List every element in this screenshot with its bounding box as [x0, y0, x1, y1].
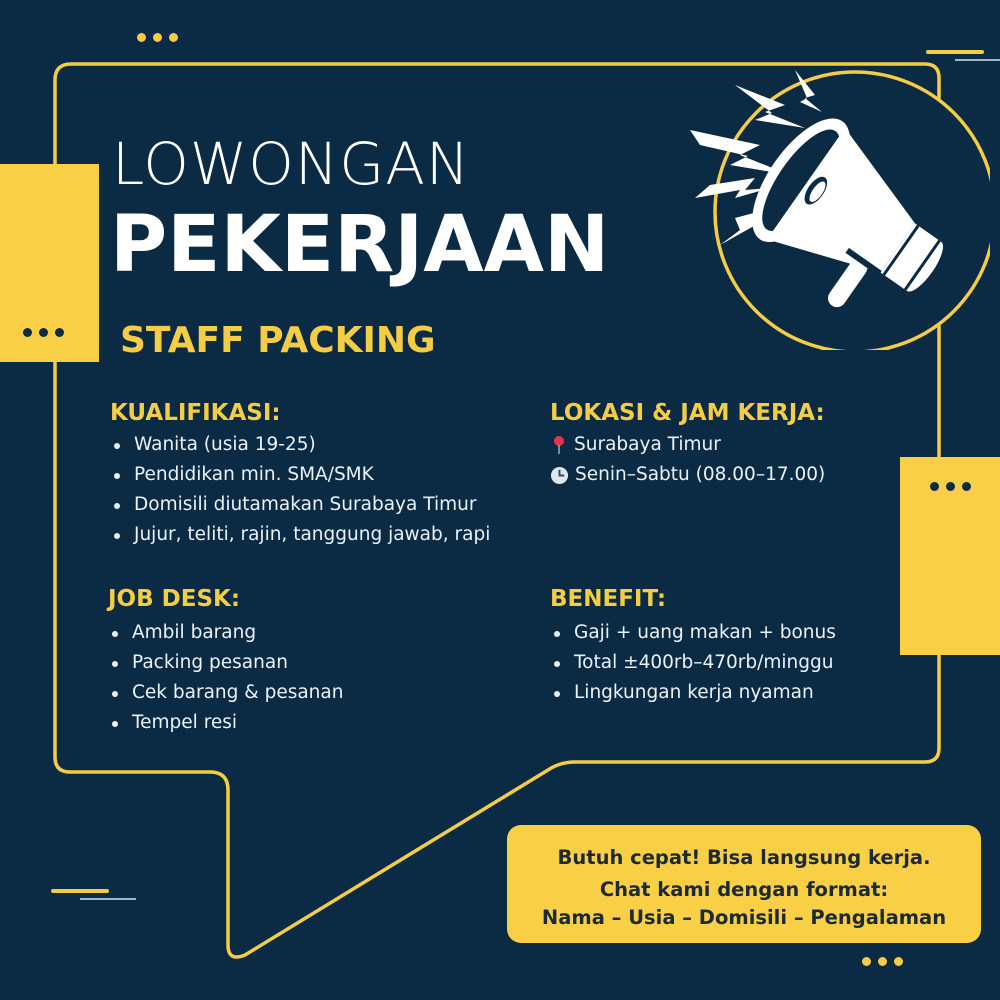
jobdesk-heading: JOB DESK: [108, 586, 241, 612]
location-place: Surabaya Timur [574, 434, 721, 455]
cta-box [507, 825, 981, 943]
list-item: Gaji + uang makan + bonus [550, 618, 836, 648]
qualifications-section [110, 400, 490, 550]
benefit-heading: BENEFIT: [550, 586, 667, 612]
location-hours-row [550, 460, 825, 490]
list-item: Tempel resi [108, 708, 343, 738]
cta-line-3: Nama – Usia – Domisili – Pengalaman [541, 906, 947, 929]
cta-line-1: Butuh cepat! Bisa langsung kerja. [557, 846, 931, 869]
location-hours: Senin–Sabtu (08.00–17.00) [575, 464, 826, 485]
location-heading: LOKASI & JAM KERJA: [550, 400, 825, 426]
jobdesk-section [108, 586, 343, 738]
cta-line-2: Chat kami dengan format: [599, 878, 889, 901]
position-title: STAFF PACKING [120, 320, 436, 361]
location-place-row [550, 430, 825, 460]
list-item: Domisili diutamakan Surabaya Timur [110, 490, 490, 520]
list-item: Jujur, teliti, rajin, tanggung jawab, rapi [110, 520, 490, 550]
dots-left-block [23, 328, 64, 337]
list-item: Ambil barang [108, 618, 343, 648]
megaphone-icon [660, 50, 990, 350]
list-item: Wanita (usia 19-25) [110, 430, 490, 460]
clock-icon [550, 466, 569, 485]
location-section [550, 400, 825, 490]
list-item: Packing pesanan [108, 648, 343, 678]
list-item: Total ±400rb–470rb/minggu [550, 648, 836, 678]
benefit-section [550, 586, 836, 708]
dots-top-left [137, 33, 178, 42]
list-item: Lingkungan kerja nyaman [550, 678, 836, 708]
dots-right-block [930, 482, 971, 491]
qualifications-heading: KUALIFIKASI: [110, 400, 281, 426]
list-item: Cek barang & pesanan [108, 678, 343, 708]
dots-bottom-right [862, 957, 903, 966]
title-lowongan: LOWONGAN [112, 130, 471, 198]
title-pekerjaan: PEKERJAAN [110, 200, 610, 290]
pin-icon [550, 435, 568, 455]
list-item: Pendidikan min. SMA/SMK [110, 460, 490, 490]
